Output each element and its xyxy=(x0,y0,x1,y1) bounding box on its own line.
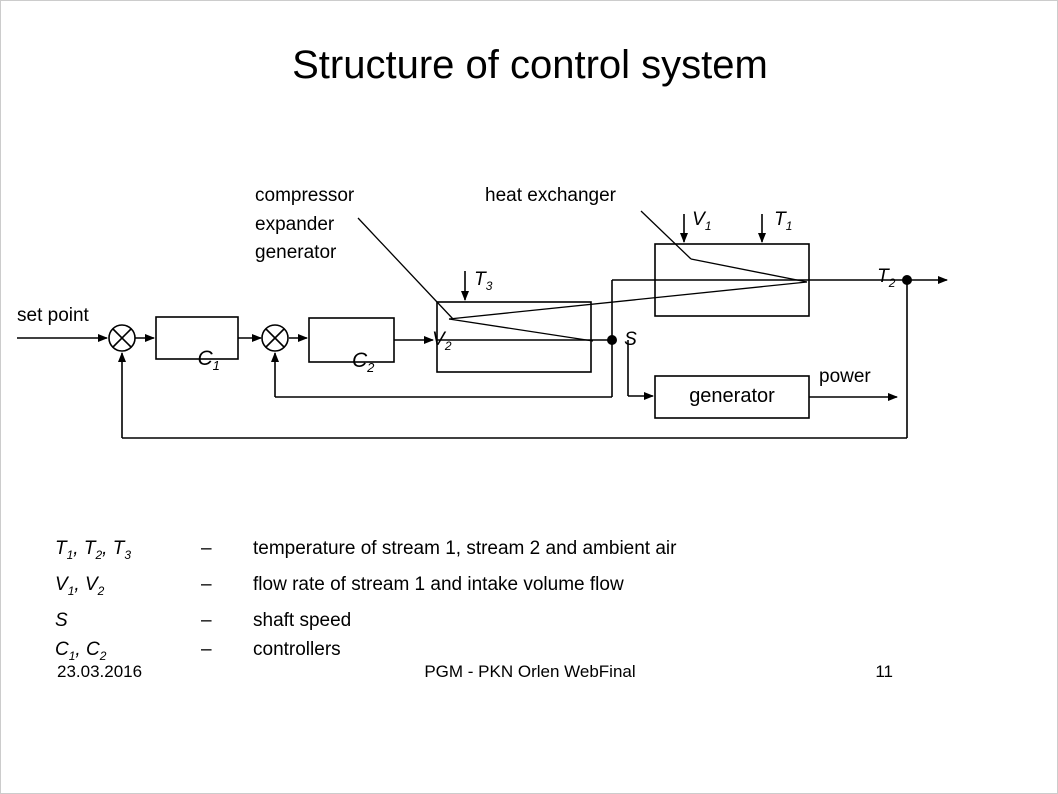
legend-dash: – xyxy=(201,538,212,559)
legend-symbol: $T_1$, $T_2$, $T_3$ xyxy=(55,538,132,562)
legend-dash: – xyxy=(201,609,212,631)
legend-symbol: $C_1$, $C_2$ xyxy=(55,638,107,663)
legend-description: flow rate of stream 1 and intake volume flow xyxy=(253,573,624,595)
label-generator-note: generator xyxy=(255,242,337,263)
legend-dash: – xyxy=(201,573,212,595)
footer-date: 23.03.2016 xyxy=(57,662,143,681)
t1-symbol: T xyxy=(774,209,786,230)
signal-label-s xyxy=(603,304,637,376)
block-label-c2 xyxy=(309,325,394,399)
c2-subscript: 2 xyxy=(367,360,375,376)
c1-subscript: 1 xyxy=(212,358,220,374)
v2-subscript: 2 xyxy=(444,338,452,353)
legend xyxy=(55,534,1015,670)
signal-label-v1 xyxy=(671,184,712,262)
block-label-generator: generator xyxy=(689,385,775,407)
legend-row xyxy=(55,606,1015,635)
label-heat-exchanger: heat exchanger xyxy=(485,185,616,206)
legend-symbol: $V_1$, $V_2$ xyxy=(55,573,105,598)
label-expander: expander xyxy=(255,214,335,235)
t3-symbol: T xyxy=(474,269,486,290)
t3-subscript: 3 xyxy=(485,278,493,293)
label-power: power xyxy=(819,366,871,387)
page-title: Structure of control system xyxy=(292,43,768,87)
legend-row xyxy=(55,570,1015,606)
s-symbol: S xyxy=(624,329,637,350)
t2-subscript: 2 xyxy=(888,275,896,290)
signal-label-t2 xyxy=(856,241,895,319)
t2-symbol: T xyxy=(877,266,889,287)
signal-label-t3 xyxy=(453,244,492,322)
signal-label-v2 xyxy=(411,304,452,382)
footer-title: PGM - PKN Orlen WebFinal xyxy=(424,662,636,681)
t1-subscript: 1 xyxy=(785,218,793,233)
label-compressor: compressor xyxy=(255,185,355,206)
legend-description: controllers xyxy=(253,638,341,660)
v2-symbol: V xyxy=(432,329,445,350)
footer-page-number: 11 xyxy=(875,662,893,681)
label-set-point: set point xyxy=(17,305,89,326)
legend-symbol: S xyxy=(55,609,68,631)
legend-dash: – xyxy=(201,638,212,660)
block-label-c1 xyxy=(156,323,238,397)
v1-subscript: 1 xyxy=(704,218,712,233)
v1-symbol: V xyxy=(692,209,705,230)
legend-row xyxy=(55,534,1015,570)
c2-symbol: C xyxy=(351,349,368,372)
legend-description: temperature of stream 1, stream 2 and ambient air xyxy=(253,538,677,559)
signal-label-t1 xyxy=(753,184,792,262)
legend-description: shaft speed xyxy=(253,609,352,631)
c1-symbol: C xyxy=(197,347,213,370)
